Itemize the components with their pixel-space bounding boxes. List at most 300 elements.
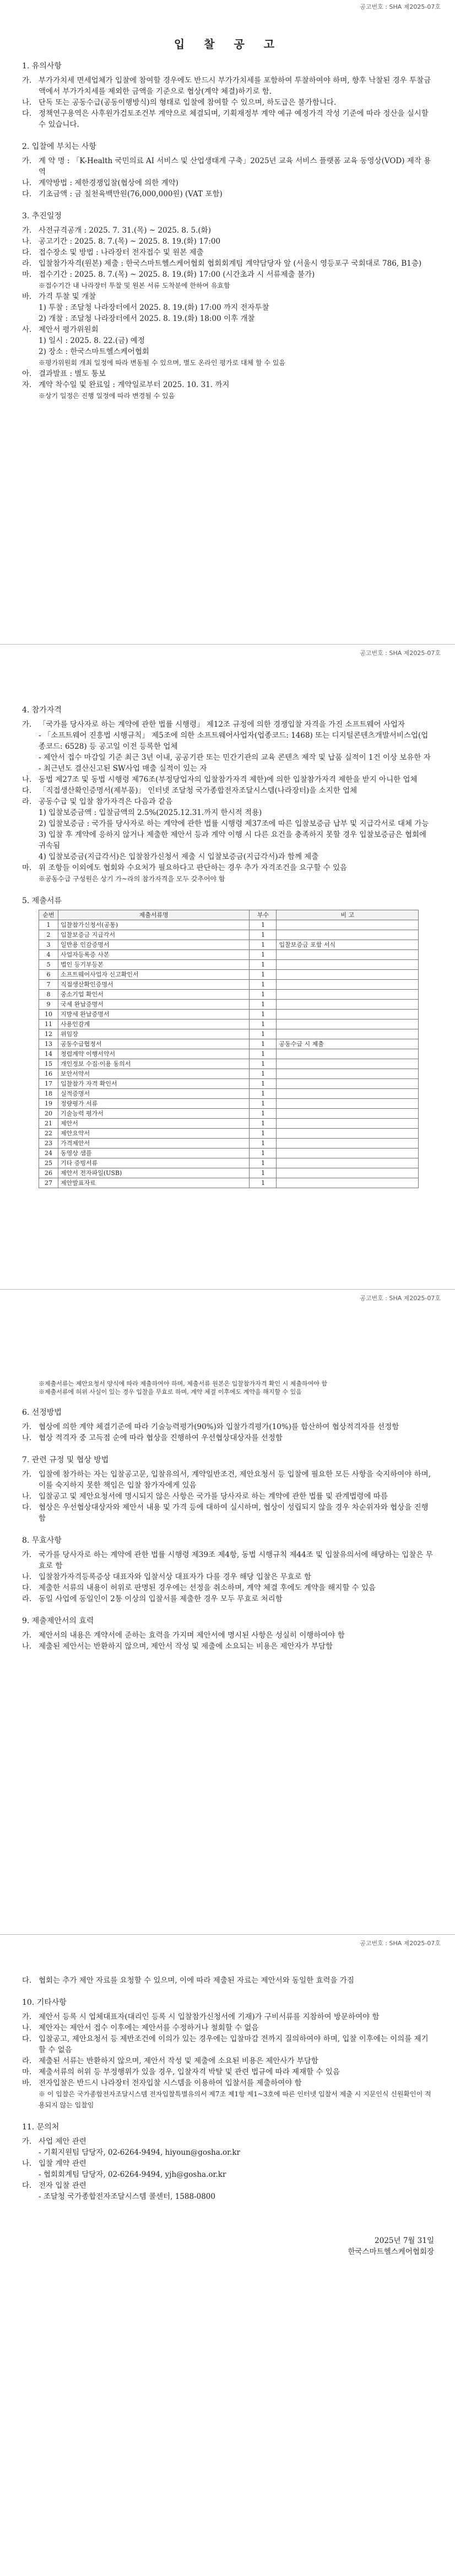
- table-row: [39, 980, 419, 990]
- sub-clause: 2) 개찰 : 조달청 나라장터에서 2025. 8. 19.(화) 18:00 이후 개찰: [39, 314, 255, 323]
- table-row: [39, 1119, 419, 1129]
- section-heading: 3. 추진일정: [22, 212, 62, 221]
- remarks: [277, 930, 419, 940]
- clause: [22, 155, 434, 178]
- document-name: 제안서: [58, 1119, 250, 1129]
- remarks: 입찰보증금 포함 서식: [277, 940, 419, 950]
- section-heading: 4. 참가자격: [22, 706, 62, 715]
- table-row: [39, 1109, 419, 1119]
- clause-text: 입찰에 참가하는 자는 입찰공고문, 입찰유의서, 계약일반조건, 제안요청서 등 입찰에 필요한 모든 사항을 숙지하여야 하며, 이를 숙지하지 못한 책임은 입찰 참가자에게 있음: [39, 1470, 431, 1490]
- clause-text: 전자 입찰 관련: [39, 2181, 86, 2190]
- section-heading: 2. 입찰에 부치는 사항: [22, 142, 96, 151]
- clause-text: 접수장소 및 방법 : 나라장터 전자접수 및 원본 제출: [39, 248, 204, 257]
- table-row: [39, 1178, 419, 1188]
- clause: [22, 2136, 434, 2147]
- document-name: 법인 등기부등본: [58, 960, 250, 970]
- copies: 1: [250, 1168, 277, 1178]
- clause-text: 동법 제27조 및 동법 시행령 제76조(부정당업자의 입찰참가자격 제한)에 의한 입찰참가자격 제한을 받지 아니한 업체: [39, 775, 418, 784]
- remarks: [277, 970, 419, 980]
- announcement-number: 공고번호 : SHA 제2025-07호: [360, 650, 441, 657]
- document-name: 개인정보 수집·이용 동의서: [58, 1059, 250, 1069]
- row-number: 21: [39, 1119, 58, 1129]
- sub-clause: - 협회회계팀 담당자, 02-6264-9494, yjh@gosha.or.kr: [39, 2170, 226, 2179]
- copies: 1: [250, 1010, 277, 1019]
- clause-text: 공고기간 : 2025. 8. 7.(목) ~ 2025. 8. 19.(화) 17:00: [39, 237, 221, 246]
- table-row: [39, 920, 419, 930]
- document-name: 공동수급협정서: [58, 1039, 250, 1049]
- clause-text: 협회는 추가 제안 자료를 요청할 수 있으며, 이에 따라 제출된 자료는 제안서와 동일한 효력을 가짐: [39, 1976, 354, 1985]
- remarks: [277, 1109, 419, 1119]
- page-1: [0, 0, 455, 642]
- copies: 1: [250, 960, 277, 970]
- announcement-number: 공고번호 : SHA 제2025-07호: [360, 3, 441, 10]
- clause-label: 다.: [22, 1584, 32, 1592]
- table-row: [39, 930, 419, 940]
- clause: [22, 774, 434, 785]
- clause-text: 제출된 서류는 반환하지 않으며, 제안서 작성 및 제출에 소요된 비용은 제안사가 부담함: [39, 2057, 318, 2065]
- sub-clause: 2) 입찰보증금 : 국가를 당사자로 하는 계약에 관한 법률 시행령 제37조에 따른 입찰보증금 납부 및 지급각서로 대체 가능: [39, 819, 429, 828]
- remarks: [277, 950, 419, 960]
- note-text: ※ 이 입찰은 국가종합전자조달시스템 전자입찰특별유의서 제7조 제1항 제1~3호에 따른 인터넷 입찰서 제출 시 지문인식 신원확인이 적용되지 않는 입찰임: [39, 2090, 431, 2109]
- remarks: [277, 1049, 419, 1059]
- clause-label: 가.: [22, 2137, 32, 2146]
- clause-text: 결과발표 : 별도 통보: [39, 369, 106, 378]
- remarks: [277, 1178, 419, 1188]
- clause: [22, 719, 434, 730]
- remarks: [277, 1029, 419, 1039]
- clause: [22, 379, 434, 390]
- clause-label: 가.: [22, 1470, 32, 1479]
- clause: [22, 236, 434, 247]
- clause-label: 다.: [22, 109, 32, 118]
- clause-label: 아.: [22, 369, 32, 378]
- clause: [22, 2158, 434, 2169]
- sections-4-5: [22, 705, 434, 906]
- table-row: [39, 1168, 419, 1178]
- clause-label: 바.: [22, 292, 32, 301]
- copies: 1: [250, 1158, 277, 1168]
- clause: [22, 368, 434, 379]
- documents-table-body: [39, 920, 419, 1188]
- clause-label: 나.: [22, 775, 32, 784]
- table-row: [39, 1049, 419, 1059]
- clause-label: 마.: [22, 863, 32, 872]
- remarks: [277, 1079, 419, 1089]
- table-row: [39, 1029, 419, 1039]
- row-number: 22: [39, 1129, 58, 1139]
- copies: 1: [250, 1089, 277, 1099]
- clause-text: 협상은 우선협상대상자와 제안서 내용 및 가격 등에 대하여 실시하며, 협상이 성립되지 않을 경우 차순위자와 협상을 진행함: [39, 1503, 429, 1523]
- document-name: 지방세 완납증명서: [58, 1010, 250, 1019]
- document-name: 제안요약서: [58, 1129, 250, 1139]
- col-header-remarks: 비 고: [277, 910, 419, 920]
- table-row: [39, 970, 419, 980]
- copies: 1: [250, 950, 277, 960]
- remarks: [277, 980, 419, 990]
- note-text: ※공동수급 구성원은 상기 가~라의 참가자격을 모두 갖추어야 함: [39, 875, 225, 883]
- row-number: 7: [39, 980, 58, 990]
- clause-label: 가.: [22, 226, 32, 235]
- doc-note-2: ※제출서류에 허위 사실이 있는 경우 입찰을 무효로 하며, 계약 체결 이후에도 계약을 해지할 수 있음: [39, 1388, 302, 1396]
- clause: [22, 1421, 434, 1432]
- document-name: 동영상 샘플: [58, 1149, 250, 1158]
- copies: 1: [250, 1069, 277, 1079]
- clause-text: 전자입찰은 반드시 나라장터 전자입찰 시스템을 이용하여 입찰서를 제출하여야 함: [39, 2079, 302, 2087]
- clause: [22, 258, 434, 269]
- clause-text: 입찰참가자격(원본) 제출 : 한국스마트헬스케어협회 협회회계팀 계약담당자 앞 (서울시 영등포구 국회대로 786, B1층): [39, 259, 422, 268]
- clause-label: 나.: [22, 237, 32, 246]
- clause-text: 입찰참가자격등록증상 대표자와 입찰서상 대표자가 다를 경우 해당 입찰은 무효로 함: [39, 1573, 312, 1581]
- table-row: [39, 1139, 419, 1149]
- copies: 1: [250, 920, 277, 930]
- copies: 1: [250, 930, 277, 940]
- document-name: 입찰참가신청서(공통): [58, 920, 250, 930]
- clause: [22, 324, 434, 335]
- clause-label: 가.: [22, 76, 32, 85]
- page-3-content: [22, 1380, 434, 1652]
- row-number: 26: [39, 1168, 58, 1178]
- clause-label: 나.: [22, 2159, 32, 2168]
- clause: [22, 1630, 434, 1641]
- note-text: ※평가위원회 개최 일정에 따라 변동될 수 있으며, 별도 온라인 평가로 대체 할 수 있음: [39, 359, 285, 367]
- clause-text: 접수기간 : 2025. 8. 7.(목) ~ 2025. 8. 19.(화) 17:00 (시간초과 시 서류제출 불가): [39, 270, 315, 279]
- section-heading: 8. 무효사항: [22, 1536, 62, 1545]
- clause-label: 자.: [22, 380, 32, 389]
- row-number: 6: [39, 970, 58, 980]
- document-name: 보안서약서: [58, 1069, 250, 1079]
- table-row: [39, 950, 419, 960]
- clause: [22, 189, 434, 200]
- row-number: 16: [39, 1069, 58, 1079]
- clause-label: 가.: [22, 1423, 32, 1431]
- clause-label: 사.: [22, 325, 32, 334]
- clause: [22, 1549, 434, 1571]
- clause-label: 다.: [22, 1976, 32, 1985]
- clause: [22, 291, 434, 302]
- copies: 1: [250, 1059, 277, 1069]
- table-row: [39, 1019, 419, 1029]
- copies: 1: [250, 1019, 277, 1029]
- clause-label: 나.: [22, 1573, 32, 1581]
- clause: [22, 1571, 434, 1582]
- clause-label: 라.: [22, 1595, 32, 1603]
- page-divider: [0, 644, 455, 645]
- sub-clause: 1) 투찰 : 조달청 나라장터에서 2025. 8. 19.(화) 17:00 까지 전자투찰: [39, 303, 269, 312]
- clause-text: 제출서류의 허위 등 부정행위가 있을 경우, 입찰자격 박탈 및 관련 법규에 따라 제재할 수 있음: [39, 2068, 340, 2076]
- clause-text: 제출된 제안서는 반환하지 않으며, 제안서 작성 및 제출에 소요되는 비용은 제안자가 부담함: [39, 1642, 333, 1651]
- remarks: [277, 990, 419, 1000]
- announcement-date: 2025년 7월 31일: [375, 2236, 434, 2245]
- remarks: [277, 1139, 419, 1149]
- copies: 1: [250, 1149, 277, 1158]
- clause-text: 입찰 계약 관련: [39, 2159, 86, 2168]
- section-heading: 10. 기타사항: [22, 1998, 67, 2007]
- clause: [22, 2078, 434, 2089]
- page-1-content: [22, 39, 434, 401]
- remarks: [277, 1010, 419, 1019]
- copies: 1: [250, 1139, 277, 1149]
- clause: [22, 108, 434, 130]
- row-number: 2: [39, 930, 58, 940]
- document-name: 사업자등록증 사본: [58, 950, 250, 960]
- copies: 1: [250, 1079, 277, 1089]
- clause-label: 나.: [22, 98, 32, 107]
- document-name: 청렴계약 이행서약서: [58, 1049, 250, 1059]
- clause: [22, 225, 434, 236]
- clause-label: 가.: [22, 1631, 32, 1640]
- table-row: [39, 1129, 419, 1139]
- note-text: ※상기 일정은 진행 일정에 따라 변경될 수 있음: [39, 392, 175, 400]
- clause-label: 마.: [22, 2068, 32, 2076]
- sub-clause: 3) 입찰 후 계약에 응하지 않거나 제출한 제안서 등과 계약 이행 시 다른 요건을 충족하지 못할 경우 입찰보증금은 협회에 귀속됨: [39, 830, 427, 850]
- row-number: 15: [39, 1059, 58, 1069]
- document-name: 기타 증빙서류: [58, 1158, 250, 1168]
- clause-text: 계 약 명 : 「K-Health 국민의료 AI 서비스 및 산업생태계 구축」2025년 교육 서비스 플랫폼 교육 동영상(VOD) 제작 용역: [39, 157, 431, 176]
- row-number: 19: [39, 1099, 58, 1109]
- table-row: [39, 1158, 419, 1168]
- row-number: 20: [39, 1109, 58, 1119]
- clause-label: 다.: [22, 190, 32, 198]
- clause-text: 단독 또는 공동수급(공동이행방식)의 형태로 입찰에 참여할 수 있으며, 하도급은 불가함니다.: [39, 98, 337, 107]
- clause-text: 제안서 평가위원회: [39, 325, 99, 334]
- document-name: 입찰참가 자격 확인서: [58, 1079, 250, 1089]
- document-name: 입찰보증금 지급각서: [58, 930, 250, 940]
- remarks: [277, 1019, 419, 1029]
- copies: 1: [250, 990, 277, 1000]
- sub-clause: 1) 입찰보증금액 : 입찰금액의 2.5%(2025.12.31.까지 한시적 적용): [39, 808, 262, 817]
- remarks: [277, 960, 419, 970]
- issuing-organization: 한국스마트헬스케어협회장: [348, 2247, 434, 2256]
- clause-text: 기초금액 : 금 칠천육백만원(76,000,000원) (VAT 포함): [39, 190, 223, 198]
- page-3: [0, 1291, 455, 1934]
- announcement-number: 공고번호 : SHA 제2025-07호: [360, 1940, 441, 1947]
- sub-clause: - 기획지원팀 담당자, 02-6264-9494, hiyoun@gosha.or.kr: [39, 2148, 241, 2157]
- table-row: [39, 1079, 419, 1089]
- clause-label: 다.: [22, 2035, 32, 2043]
- clause-label: 나.: [22, 1642, 32, 1651]
- clause-label: 라.: [22, 2057, 32, 2065]
- clause-text: 「국가를 당사자로 하는 계약에 관한 법률 시행령」 제12조 규정에 의한 경쟁입찰 자격을 가진 소프트웨어 사업자: [39, 720, 405, 729]
- clause-label: 다.: [22, 1503, 32, 1512]
- col-header-copies: 부수: [250, 910, 277, 920]
- clause-text: 입찰공고 및 제안요청서에 명시되지 않은 사항은 국가를 당사자로 하는 계약에 관한 법률 및 관계법령에 따름: [39, 1492, 388, 1501]
- clause: [22, 1491, 434, 1502]
- clause-text: 공동수급 및 입찰 참가자격은 다음과 같음: [39, 797, 173, 806]
- remarks: [277, 1099, 419, 1109]
- sections-1-3: [22, 61, 434, 401]
- clause-label: 라.: [22, 797, 32, 806]
- clause-text: 동일 사업에 동일인이 2통 이상의 입찰서를 제출한 경우 모두 무효로 처리함: [39, 1595, 283, 1603]
- copies: 1: [250, 1178, 277, 1188]
- table-row: [39, 1059, 419, 1069]
- clause: [22, 2033, 434, 2056]
- row-number: 4: [39, 950, 58, 960]
- row-number: 24: [39, 1149, 58, 1158]
- remarks: [277, 1119, 419, 1129]
- clause: [22, 269, 434, 280]
- row-number: 13: [39, 1039, 58, 1049]
- remarks: [277, 920, 419, 930]
- section-heading: 9. 제출제안서의 효력: [22, 1617, 94, 1625]
- document-name: 국세 완납증명서: [58, 1000, 250, 1010]
- clause-label: 나.: [22, 1492, 32, 1501]
- clause-text: 「직접생산확인증명서(제부품)」 인터넷 조달청 국가종합전자조달시스템(나라장터)을 소지한 업체: [39, 786, 358, 795]
- clause: [22, 75, 434, 97]
- clause-text: 부가가치세 면세업체가 입찰에 참여할 경우에도 반드시 부가가치세를 포함하여 투찰하여야 하며, 향후 낙찰된 경우 투찰금액에서 부가가치세를 제외한 금액을 기준으로 협상(계약 체결)하기로 함.: [39, 76, 431, 96]
- page-2-content: [22, 694, 434, 1188]
- document-name: 실적증명서: [58, 1089, 250, 1099]
- clause: [22, 247, 434, 258]
- copies: 1: [250, 1029, 277, 1039]
- clause: [22, 1432, 434, 1443]
- document-name: 제안서 전자파일(USB): [58, 1168, 250, 1178]
- table-row: [39, 1099, 419, 1109]
- clause: [22, 2011, 434, 2022]
- clause-text: 국가를 당사자로 하는 계약에 관한 법률 시행령 제39조 제4항, 동법 시행규칙 제44조 및 입찰유의서에 해당하는 입찰은 무효로 함: [39, 1550, 433, 1570]
- document-name: 사용인감계: [58, 1019, 250, 1029]
- clause-text: 계약방법 : 제한경쟁입찰(협상에 의한 계약): [39, 179, 178, 187]
- col-header-number: 순번: [39, 910, 58, 920]
- clause-text: 정책연구용역은 사후원가검토조건부 계약으로 체결되며, 기획재정부 계약 예규 예정가격 작성 기준에 따라 정산을 실시할 수 있습니다.: [39, 109, 429, 129]
- clause-label: 다.: [22, 248, 32, 257]
- clause-label: 나.: [22, 2024, 32, 2032]
- document-name: 중소기업 확인서: [58, 990, 250, 1000]
- clause-label: 마.: [22, 270, 32, 279]
- section-heading: 6. 선정방법: [22, 1408, 62, 1417]
- document-title: 입 찰 공 고: [174, 37, 283, 51]
- copies: 1: [250, 980, 277, 990]
- table-row: [39, 1010, 419, 1019]
- table-row: [39, 1089, 419, 1099]
- section-heading: 1. 유의사항: [22, 62, 62, 71]
- clause-text: 입찰공고, 제안요청서 등 제반조건에 이의가 있는 경우에는 입찰마감 전까지 질의하여야 하며, 입찰 이후에는 이의를 제기할 수 없음: [39, 2035, 429, 2054]
- clause-label: 나.: [22, 1434, 32, 1442]
- copies: 1: [250, 1119, 277, 1129]
- clause-label: 나.: [22, 179, 32, 187]
- clause-text: 사전규격공개 : 2025. 7. 31.(목) ~ 2025. 8. 5.(화): [39, 226, 211, 235]
- sub-clause: - 최근년도 결산신고된 SW사업 매출 실적이 있는 자: [39, 764, 207, 773]
- clause: [22, 178, 434, 189]
- table-row: [39, 960, 419, 970]
- row-number: 5: [39, 960, 58, 970]
- copies: 1: [250, 1039, 277, 1049]
- clause: [22, 2067, 434, 2078]
- copies: 1: [250, 1099, 277, 1109]
- remarks: [277, 1089, 419, 1099]
- clause-text: 사업 제안 관련: [39, 2137, 86, 2146]
- required-documents-table: [39, 910, 419, 1188]
- sections-6-9: [22, 1407, 434, 1652]
- sections-10-11: [22, 1975, 434, 2202]
- table-row: [39, 990, 419, 1000]
- clause: [22, 1469, 434, 1491]
- remarks: 공동수급 시 제출: [277, 1039, 419, 1049]
- document-name: 가격제안서: [58, 1139, 250, 1149]
- table-row: [39, 1039, 419, 1049]
- row-number: 12: [39, 1029, 58, 1039]
- page-4: [0, 1936, 455, 2576]
- clause-label: 바.: [22, 2079, 32, 2087]
- table-row: [39, 1149, 419, 1158]
- clause-label: 가.: [22, 157, 32, 165]
- row-number: 17: [39, 1079, 58, 1089]
- sub-clause: - 조달청 국가종합전자조달시스템 콜센터, 1588-0800: [39, 2192, 215, 2201]
- table-row: [39, 1000, 419, 1010]
- remarks: [277, 1168, 419, 1178]
- clause: [22, 2056, 434, 2067]
- clause-label: 라.: [22, 259, 32, 268]
- sub-clause: - 제안서 접수 마감일 기준 최근 3년 이내, 공공기관 또는 민간기관의 교육 콘텐츠 제작 및 납품 실적이 1건 이상 보유한 자: [39, 753, 431, 762]
- row-number: 8: [39, 990, 58, 1000]
- document-name: 일반용 인감증명서: [58, 940, 250, 950]
- row-number: 23: [39, 1139, 58, 1149]
- row-number: 9: [39, 1000, 58, 1010]
- page-divider: [0, 1289, 455, 1290]
- document-name: 위임장: [58, 1029, 250, 1039]
- row-number: 3: [39, 940, 58, 950]
- clause-text: 협상 적격자 중 고득점 순에 따라 협상을 진행하여 우선협상대상자를 선정함: [39, 1434, 283, 1442]
- table-row: [39, 940, 419, 950]
- clause-text: 제안서 등록 시 업체대표자(대리인 등록 시 입찰참가신청서에 기재)가 구비서류를 지참하여 방문하여야 함: [39, 2012, 380, 2021]
- row-number: 1: [39, 920, 58, 930]
- row-number: 14: [39, 1049, 58, 1059]
- clause-text: 계약 착수일 및 완료일 : 계약일로부터 2025. 10. 31. 까지: [39, 380, 230, 389]
- clause-text: 협상에 의한 계약 체결기준에 따라 기술능력평가(90%)와 입찰가격평가(10%)를 합산하여 협상적격자를 선정함: [39, 1423, 399, 1431]
- row-number: 10: [39, 1010, 58, 1019]
- clause: [22, 785, 434, 796]
- clause: [22, 1582, 434, 1593]
- clause-label: 가.: [22, 2012, 32, 2021]
- remarks: [277, 1000, 419, 1010]
- document-name: 정량평가 서류: [58, 1099, 250, 1109]
- clause-text: 제안서의 내용은 계약서에 준하는 효력을 가지며 제안서에 명시된 사항은 성실히 이행하여야 함: [39, 1631, 345, 1640]
- announcement-number: 공고번호 : SHA 제2025-07호: [360, 1295, 441, 1302]
- clause: [22, 862, 434, 873]
- sub-clause: 1) 일시 : 2025. 8. 22.(금) 예정: [39, 336, 145, 345]
- remarks: [277, 1059, 419, 1069]
- clause: [22, 796, 434, 807]
- clause-text: 가격 투찰 및 개찰: [39, 292, 96, 301]
- clause-label: 가.: [22, 720, 32, 729]
- row-number: 25: [39, 1158, 58, 1168]
- copies: 1: [250, 1109, 277, 1119]
- row-number: 18: [39, 1089, 58, 1099]
- clause-text: 위 조항들 이외에도 협회와 수요처가 필요하다고 판단하는 경우 추가 자격조건을 요구할 수 있음: [39, 863, 348, 872]
- clause-label: 가.: [22, 1550, 32, 1559]
- section-heading: 7. 관련 규정 및 협상 방법: [22, 1456, 109, 1464]
- clause-text: 제안자는 제안서 접수 이후에는 제안서를 수정하거나 철회할 수 없음: [39, 2024, 259, 2032]
- row-number: 27: [39, 1178, 58, 1188]
- clause: [22, 2022, 434, 2033]
- section-heading: 11. 문의처: [22, 2123, 59, 2132]
- copies: 1: [250, 1129, 277, 1139]
- copies: 1: [250, 1000, 277, 1010]
- table-row: [39, 1069, 419, 1079]
- page-divider: [0, 1934, 455, 1935]
- doc-note-1: ※제출서류는 제안요청서 양식에 따라 제출하여야 하며, 제출서류 원본은 입찰참가자격 확인 시 제출하여야 함: [39, 1380, 327, 1387]
- remarks: [277, 1149, 419, 1158]
- clause: [22, 2180, 434, 2191]
- clause: [22, 1502, 434, 1524]
- section-heading: 5. 제출서류: [22, 897, 62, 905]
- document-name: 소프트웨어사업자 신고확인서: [58, 970, 250, 980]
- document-name: 기술능력 평가서: [58, 1109, 250, 1119]
- page-4-content: [22, 1975, 434, 2257]
- page-2: [0, 646, 455, 1289]
- clause: [22, 1641, 434, 1652]
- col-header-document: 제출서류명: [58, 910, 250, 920]
- clause: [22, 1975, 434, 1986]
